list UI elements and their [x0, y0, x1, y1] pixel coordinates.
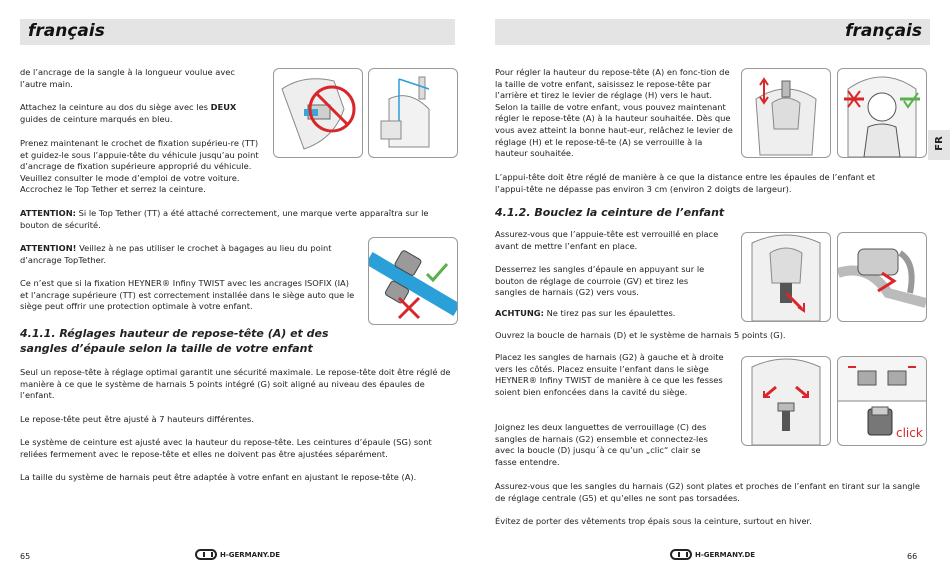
paragraph: Ce n’est que si la fixation HEYNER® Infiny TWIST avec les ancrages ISOFIX (IA) et l’ancrage supérieure (TT) est correctement installée dans le siège auto que le siège peut offrir une protection optimale à votre enfant. — [20, 278, 355, 312]
paragraph: Assurez-vous que les sangles du harnais (G2) sont plates et proches de l’enfant en tirant sur la sangle de réglage centrale (G5) et qu’elles ne sont pas torsadées. — [495, 481, 921, 503]
headrest-illustration — [741, 68, 831, 158]
section-heading: 4.1.2. Bouclez la ceinture de l’enfant — [495, 206, 725, 219]
paragraph: Placez les sangles de harnais (G2) à gauche et à droite vers les côtés. Placez ensuite l’enfant dans le siège HEYNER® Infiny TWIST de manière à ce que les fesses soient bien enfoncées dans la cavité du siège. — [495, 352, 724, 397]
paragraph: de l’ancrage de la sangle à la longueur voulue avec l’autre main. — [20, 67, 235, 89]
page-header — [495, 19, 930, 45]
top-tether-illustration — [368, 68, 458, 158]
h-logo-icon — [195, 549, 217, 560]
h-logo-icon — [670, 549, 692, 560]
paragraph: Attachez la ceinture au dos du siège avec les DEUX guides de ceinture marqués en bleu. — [20, 102, 237, 124]
paragraph: L’appui-tête doit être réglé de manière à ce que la distance entre les épaules de l’enfant et l’appui-tête ne dépasse pas environ 3 cm (environ 2 doigts de largeur). — [495, 172, 876, 194]
paragraph: Pour régler la hauteur du repose-tête (A) en fonc-tion de la taille de votre enfant, saisissez le repose-tête par l’arrière et tirez le levier de réglage (H) vers le haut. Selon la taille de votre enfant, vous pouvez maintenant régler le repose-tête (A) à la hauteur souhaitée. Dès que vous avez atteint la bonne haut-eur, relâchez le levier de réglage (H) et le repose-tê-te (A) se verrouille à la hauteur souhaitée. — [495, 67, 733, 159]
brand-logo: H-GERMANY.DE — [195, 549, 280, 560]
click-label: click — [896, 426, 923, 440]
page-66 — [475, 0, 950, 578]
shoulder-straps-illustration — [837, 232, 927, 322]
isofix-illustration — [273, 68, 363, 158]
tether-hook-illustration — [368, 237, 458, 325]
section-heading: 4.1.1. Réglages hauteur de repose-tête (A) et des sangles d’épaule selon la taille de votre enfant — [20, 327, 329, 355]
page-number: 66 — [907, 552, 918, 561]
attention-note: ATTENTION! Veillez à ne pas utiliser le crochet à bagages au lieu du point d’ancrage TopTether. — [20, 243, 332, 265]
loosen-harness-illustration — [741, 232, 831, 322]
paragraph: Assurez-vous que l’appuie-tête est verrouillé en place avant de mettre l’enfant en place. — [495, 229, 719, 251]
brand-logo: H-GERMANY.DE — [670, 549, 755, 560]
paragraph: Desserrez les sangles d’épaule en appuyant sur le bouton de réglage de courroie (GV) et tirez les sangles de harnais (G2) vers vous. — [495, 264, 705, 298]
page-number: 65 — [20, 552, 31, 561]
language-tab: FR — [928, 130, 950, 160]
open-harness-illustration — [741, 356, 831, 446]
attention-note: ATTENTION: Si le Top Tether (TT) a été attaché correctement, une marque verte apparaîtra sur le bouton de sécurité. — [20, 208, 429, 230]
paragraph: Évitez de porter des vêtements trop épais sous la ceinture, surtout en hiver. — [495, 516, 812, 526]
child-headrest-illustration — [837, 68, 927, 158]
paragraph: Seul un repose-tête à réglage optimal garantit une sécurité maximale. Le repose-tête doit être réglé de manière à ce que le système de harnais 5 points intégré (G) soit aligné au niveau des épaules de l’enfant. — [20, 367, 451, 401]
page-header — [20, 19, 455, 45]
paragraph — [20, 138, 264, 196]
paragraph-text: Prenez maintenant le crochet de fixation supérieu-re (TT) et guidez-le sous l’appuie-tête du véhicule jusqu’au point d’ancrage de fixation supérieure approprié du véhicule. Veuillez consulter le mode d’emploi de votre voiture. Accrochez le Top Tether et serrez la ceinture. — [20, 138, 259, 195]
buckle-click-illustration — [837, 356, 927, 446]
paragraph: Le système de ceinture est ajusté avec la hauteur du repose-tête. Les ceintures d’épaule (SG) sont reliées fermement avec le repose-tête et elles ne doivent pas être ajustées séparément. — [20, 437, 432, 459]
paragraph: Ouvrez la boucle de harnais (D) et le système de harnais 5 points (G). — [495, 330, 786, 340]
paragraph: Le repose-tête peut être ajusté à 7 hauteurs différentes. — [20, 414, 255, 424]
paragraph: Joignez les deux languettes de verrouillage (C) des sangles de harnais (G2) ensemble et connectez-les avec la boucle (D) jusqu´à ce qu’un „clic“ clair se fasse entendre. — [495, 422, 708, 467]
header-title: français — [28, 21, 105, 41]
paragraph: La taille du système de harnais peut être adaptée à votre enfant en ajustant le repose-tête (A). — [20, 472, 417, 482]
attention-note: ACHTUNG: Ne tirez pas sur les épaulettes. — [495, 308, 676, 318]
header-title: français — [845, 21, 922, 41]
